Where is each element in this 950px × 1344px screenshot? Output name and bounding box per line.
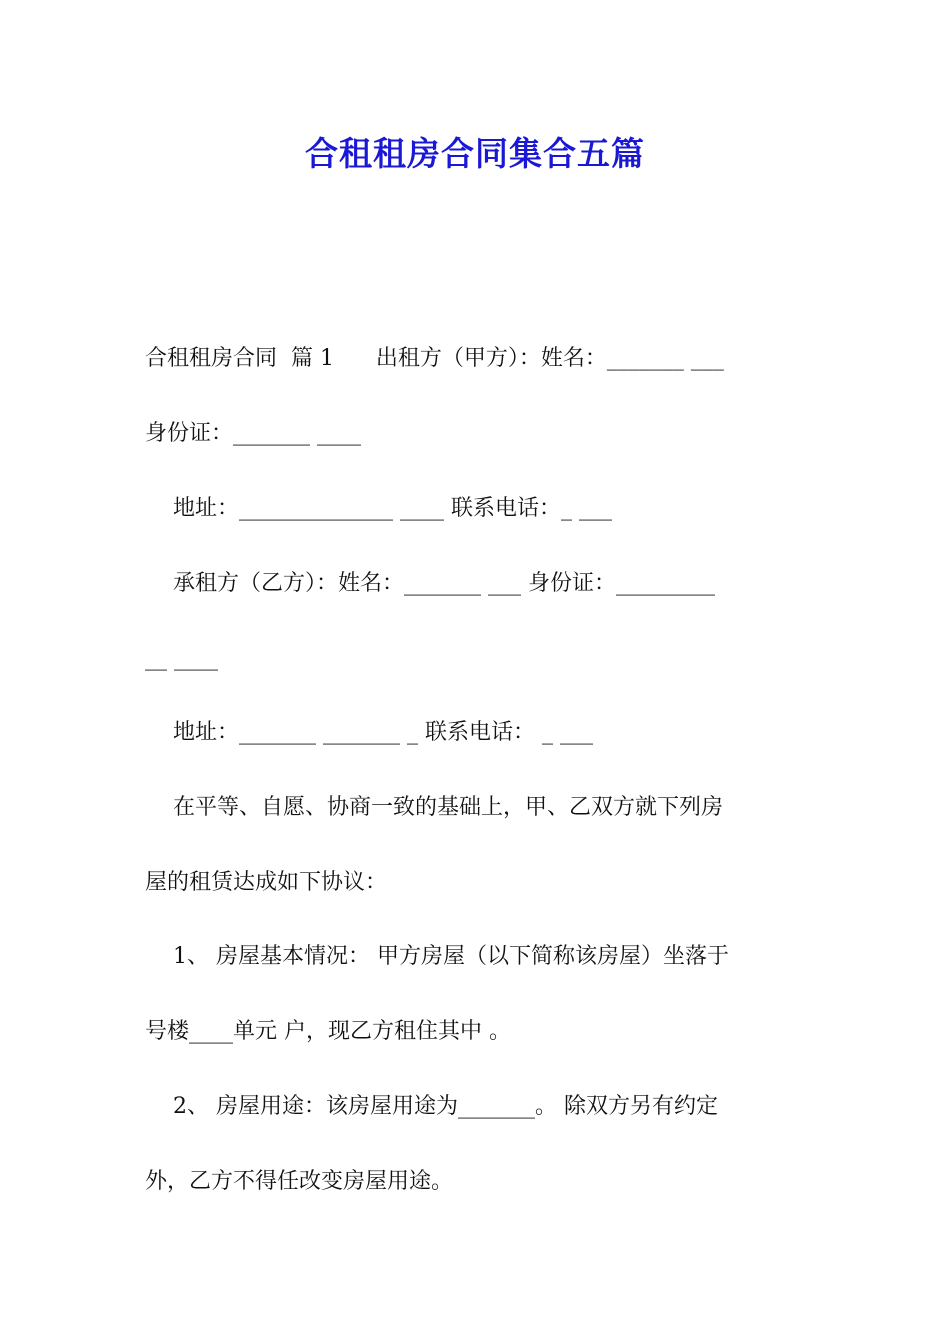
text-line: 地址：_______ _______ _ 联系电话： _ ___ [145, 720, 593, 745]
text-line: __ ____ [145, 646, 218, 671]
text-line: 2、 房屋用途：该房屋用途为_______。 除双方另有约定 [145, 1094, 718, 1119]
text-line: 号楼____单元 户，现乙方租住其中 。 [145, 1019, 511, 1044]
text-line: 屋的租赁达成如下协议： [145, 870, 388, 895]
text-line: 外，乙方不得任改变房屋用途。 [145, 1169, 454, 1194]
text-line: 承租方（乙方）：姓名：_______ ___ 身份证：_________ [145, 571, 715, 596]
text-line: 身份证：_______ ____ [145, 421, 361, 446]
text-line: 1、 房屋基本情况： 甲方房屋（以下简称该房屋）坐落于 [145, 944, 729, 969]
document-title: 合租租房合同集合五篇 [305, 134, 645, 173]
text-line: 在平等、自愿、协商一致的基础上，甲、乙双方就下列房 [145, 795, 723, 820]
text-line: 地址：______________ ____ 联系电话：_ ___ [145, 496, 612, 521]
text-line: 合租租房合同 篇 1 出租方（甲方）：姓名：_______ ___ [145, 346, 724, 371]
